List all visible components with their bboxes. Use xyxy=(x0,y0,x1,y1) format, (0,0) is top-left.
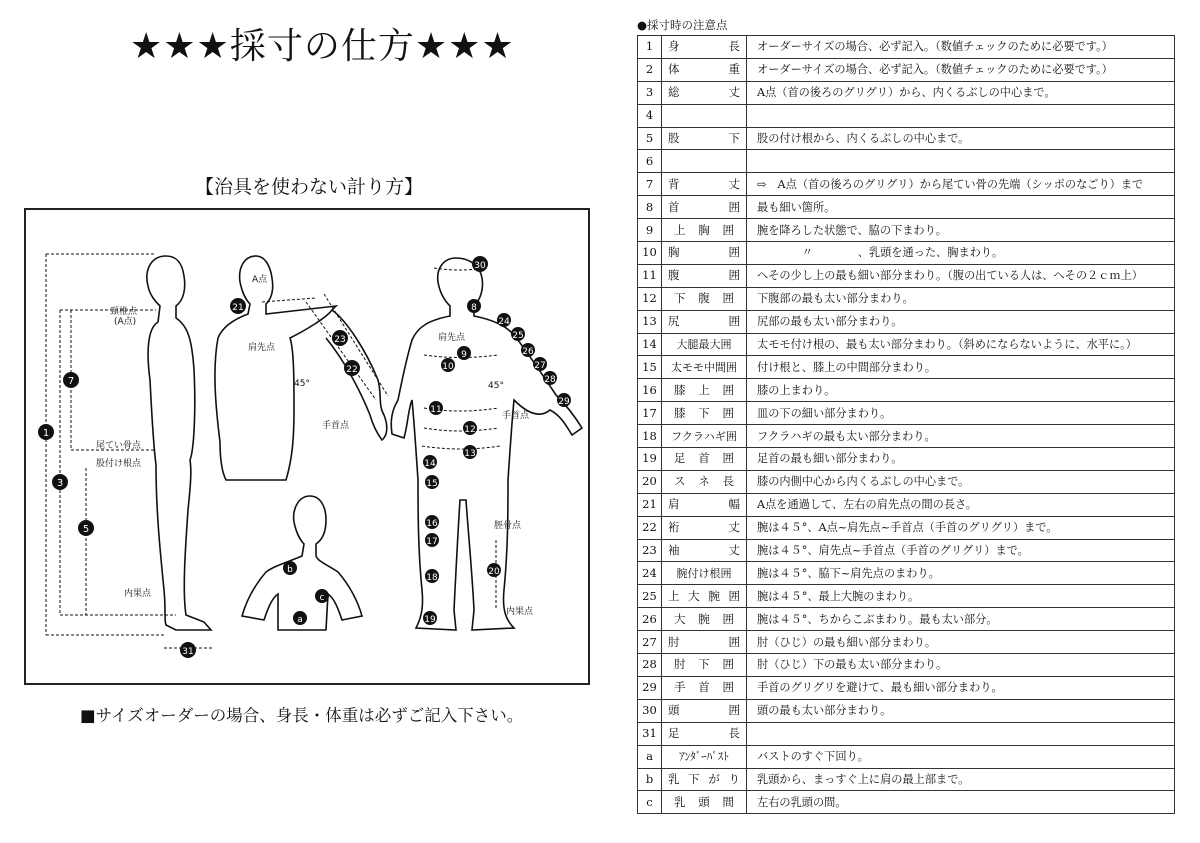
table-row xyxy=(638,745,1175,768)
svg-text:16: 16 xyxy=(426,519,438,529)
row-number: 6 xyxy=(638,150,662,173)
row-item xyxy=(662,791,747,814)
row-number: 25 xyxy=(638,585,662,608)
svg-text:24: 24 xyxy=(498,317,510,327)
row-number: 29 xyxy=(638,676,662,699)
row-description: 腕を降ろした状態で、脇の下まわり。 xyxy=(747,219,1175,242)
row-item xyxy=(662,516,747,539)
table-row xyxy=(638,402,1175,425)
measurement-table xyxy=(637,35,1175,814)
row-item xyxy=(662,722,747,745)
row-description: 太モモ付け根の、最も太い部分まわり。（斜めにならないように、水平に。） xyxy=(747,333,1175,356)
row-item-label: 肩幅 xyxy=(668,497,740,512)
svg-text:c: c xyxy=(319,593,325,603)
row-item-label: スネ長 xyxy=(674,474,734,489)
row-item xyxy=(662,608,747,631)
row-item-label: 袖丈 xyxy=(668,543,740,558)
row-description: 尻部の最も太い部分まわり。 xyxy=(747,310,1175,333)
row-item-label: 腕付け根囲 xyxy=(676,566,732,580)
row-item-label: 乳頭間 xyxy=(674,794,734,809)
row-number: 27 xyxy=(638,631,662,654)
row-item-label: 大腕囲 xyxy=(674,611,734,626)
row-description: 腕は４５°、最上大腕のまわり。 xyxy=(747,585,1175,608)
table-row xyxy=(638,81,1175,104)
row-number: c xyxy=(638,791,662,814)
row-item-label: 胸囲 xyxy=(668,245,740,260)
table-row xyxy=(638,219,1175,242)
row-number: 21 xyxy=(638,493,662,516)
table-heading: ●採寸時の注意点 xyxy=(637,18,728,32)
label-inner-ankle-front: 内果点 xyxy=(506,607,534,617)
row-item xyxy=(662,127,747,150)
row-item-label: 足長 xyxy=(668,726,740,741)
row-description: 乳頭から、まっすぐ上に肩の最上部まで。 xyxy=(747,768,1175,791)
row-number: 4 xyxy=(638,104,662,127)
label-inner-ankle-side: 内果点 xyxy=(124,589,152,599)
table-row xyxy=(638,448,1175,471)
table-row xyxy=(638,699,1175,722)
row-item xyxy=(662,654,747,677)
row-description: 膝の内側中心から内くるぶしの中心まで。 xyxy=(747,470,1175,493)
row-item xyxy=(662,36,747,59)
table-row xyxy=(638,470,1175,493)
side-body-outline xyxy=(147,256,211,630)
row-description: へその少し上の最も細い部分まわり。（腹の出ている人は、へその２ｃｍ上） xyxy=(747,264,1175,287)
row-item-label: 裄丈 xyxy=(668,520,740,535)
row-number: 18 xyxy=(638,425,662,448)
row-item xyxy=(662,448,747,471)
table-row xyxy=(638,676,1175,699)
row-item-label: フクラハギ囲 xyxy=(671,429,737,443)
table-row xyxy=(638,425,1175,448)
label-a-point: A点 xyxy=(252,275,268,285)
svg-text:20: 20 xyxy=(488,567,500,577)
svg-text:14: 14 xyxy=(424,459,436,469)
table-row xyxy=(638,287,1175,310)
row-number: 5 xyxy=(638,127,662,150)
svg-text:12: 12 xyxy=(464,425,476,435)
svg-text:15: 15 xyxy=(426,479,438,489)
row-item xyxy=(662,631,747,654)
row-description: 下腹部の最も太い部分まわり。 xyxy=(747,287,1175,310)
row-description: 頭の最も太い部分まわり。 xyxy=(747,699,1175,722)
page-title: ★★★採寸の仕方★★★ xyxy=(130,26,515,67)
row-item xyxy=(662,585,747,608)
svg-text:28: 28 xyxy=(544,375,556,385)
svg-text:1: 1 xyxy=(42,428,50,439)
table-row xyxy=(638,722,1175,745)
row-description: バストのすぐ下回り。 xyxy=(747,745,1175,768)
table-row xyxy=(638,356,1175,379)
row-number: 19 xyxy=(638,448,662,471)
row-item-label: 首囲 xyxy=(668,199,740,214)
row-item xyxy=(662,310,747,333)
label-crotch: 股付け根点 xyxy=(96,459,142,469)
row-item-label: 上胸囲 xyxy=(674,222,734,237)
row-item-label: 膝下囲 xyxy=(674,405,734,420)
row-item xyxy=(662,402,747,425)
row-number: 8 xyxy=(638,196,662,219)
row-item xyxy=(662,768,747,791)
label-tailbone: 尾てい骨点 xyxy=(96,441,142,451)
svg-text:23: 23 xyxy=(334,335,346,345)
row-number: b xyxy=(638,768,662,791)
table-row xyxy=(638,516,1175,539)
row-description: 肘（ひじ）下の最も太い部分まわり。 xyxy=(747,654,1175,677)
row-number: 23 xyxy=(638,539,662,562)
table-row xyxy=(638,196,1175,219)
row-description xyxy=(747,722,1175,745)
svg-text:18: 18 xyxy=(426,573,438,583)
svg-text:22: 22 xyxy=(346,365,358,375)
row-number: 16 xyxy=(638,379,662,402)
row-description: オーダーサイズの場合、必ず記入。（数値チェックのために必要です。） xyxy=(747,58,1175,81)
row-description: 足首の最も細い部分まわり。 xyxy=(747,448,1175,471)
row-item-label: 膝上囲 xyxy=(674,382,734,397)
svg-text:a: a xyxy=(297,615,303,625)
row-item xyxy=(662,242,747,265)
row-item xyxy=(662,379,747,402)
table-row xyxy=(638,36,1175,59)
table-row xyxy=(638,264,1175,287)
row-description: 腕は４５°、ちからこぶまわり。最も太い部分。 xyxy=(747,608,1175,631)
row-item xyxy=(662,173,747,196)
table-row xyxy=(638,242,1175,265)
svg-text:27: 27 xyxy=(534,361,546,371)
row-number: 17 xyxy=(638,402,662,425)
row-item-label: 上大腕囲 xyxy=(668,588,740,603)
row-item xyxy=(662,150,747,173)
svg-text:7: 7 xyxy=(67,376,75,387)
svg-text:19: 19 xyxy=(424,615,436,625)
row-item xyxy=(662,81,747,104)
label-neck-point-sub: (A点) xyxy=(114,317,137,327)
row-description: ⇨ A点（首の後ろのグリグリ）から尾てい骨の先端（シッポのなごり）まで xyxy=(747,173,1175,196)
row-item-label: 尻囲 xyxy=(668,314,740,329)
row-item-label: 身長 xyxy=(668,39,740,54)
label-wrist-front: 手首点 xyxy=(502,411,530,421)
table-row xyxy=(638,127,1175,150)
body-diagram xyxy=(26,210,592,687)
row-item xyxy=(662,287,747,310)
row-number: 1 xyxy=(638,36,662,59)
row-item-label: 乳下がり xyxy=(668,771,740,786)
row-item xyxy=(662,58,747,81)
row-description: オーダーサイズの場合、必ず記入。（数値チェックのために必要です。） xyxy=(747,36,1175,59)
row-number: 9 xyxy=(638,219,662,242)
table-row xyxy=(638,104,1175,127)
label-knee-cap: 脛骨点 xyxy=(494,521,522,531)
section-subtitle: 【治具を使わない計り方】 xyxy=(195,176,424,198)
front-body-outline xyxy=(391,258,582,630)
table-row xyxy=(638,608,1175,631)
table-row xyxy=(638,768,1175,791)
row-item-label: 総丈 xyxy=(668,85,740,100)
row-description: 腕は４５°、A点~肩先点~手首点（手首のグリグリ）まで。 xyxy=(747,516,1175,539)
row-description: 最も細い箇所。 xyxy=(747,196,1175,219)
row-item xyxy=(662,745,747,768)
row-number: 2 xyxy=(638,58,662,81)
bust-outline xyxy=(242,496,362,630)
row-description xyxy=(747,104,1175,127)
row-item-label: 足首囲 xyxy=(674,451,734,466)
row-number: 20 xyxy=(638,470,662,493)
row-item-label: 腹囲 xyxy=(668,268,740,283)
row-item xyxy=(662,493,747,516)
row-description: 腕は４５°、脇下~肩先点のまわり。 xyxy=(747,562,1175,585)
svg-text:3: 3 xyxy=(56,478,64,489)
row-number: 26 xyxy=(638,608,662,631)
table-row xyxy=(638,493,1175,516)
row-description: 左右の乳頭の間。 xyxy=(747,791,1175,814)
row-description: 肘（ひじ）の最も細い部分まわり。 xyxy=(747,631,1175,654)
row-item xyxy=(662,676,747,699)
table-row xyxy=(638,333,1175,356)
row-number: 13 xyxy=(638,310,662,333)
table-row xyxy=(638,173,1175,196)
row-number: 10 xyxy=(638,242,662,265)
table-row xyxy=(638,150,1175,173)
row-item-label: 肘下囲 xyxy=(674,657,734,672)
svg-text:21: 21 xyxy=(232,303,244,313)
row-description: 膝の上まわり。 xyxy=(747,379,1175,402)
row-item-label: 大腿最大囲 xyxy=(676,338,732,352)
row-item xyxy=(662,562,747,585)
table-row xyxy=(638,654,1175,677)
svg-text:13: 13 xyxy=(464,449,476,459)
svg-text:11: 11 xyxy=(430,405,442,415)
svg-text:30: 30 xyxy=(474,261,486,271)
row-item xyxy=(662,356,747,379)
svg-text:5: 5 xyxy=(82,524,90,535)
row-description: 手首のグリグリを避けて、最も細い部分まわり。 xyxy=(747,676,1175,699)
back-body-outline xyxy=(215,256,336,480)
svg-text:29: 29 xyxy=(558,397,570,407)
row-item-label: 頭囲 xyxy=(668,703,740,718)
row-description: 腕は４５°、肩先点~手首点（手首のグリグリ）まで。 xyxy=(747,539,1175,562)
row-number: 3 xyxy=(638,81,662,104)
svg-text:8: 8 xyxy=(471,303,477,313)
row-number: 14 xyxy=(638,333,662,356)
row-item xyxy=(662,539,747,562)
row-number: 24 xyxy=(638,562,662,585)
row-number: 7 xyxy=(638,173,662,196)
svg-text:17: 17 xyxy=(426,537,438,547)
label-angle-back: 45° xyxy=(294,379,310,389)
row-description: フクラハギの最も太い部分まわり。 xyxy=(747,425,1175,448)
row-item-label: 手首囲 xyxy=(674,680,734,695)
row-number: 31 xyxy=(638,722,662,745)
row-description: 皿の下の細い部分まわり。 xyxy=(747,402,1175,425)
row-item xyxy=(662,470,747,493)
row-number: a xyxy=(638,745,662,768)
table-row xyxy=(638,539,1175,562)
row-description: 股の付け根から、内くるぶしの中心まで。 xyxy=(747,127,1175,150)
row-number: 11 xyxy=(638,264,662,287)
svg-text:25: 25 xyxy=(512,331,524,341)
row-item-label: 体重 xyxy=(668,62,740,77)
row-item xyxy=(662,264,747,287)
row-description: A点（首の後ろのグリグリ）から、内くるぶしの中心まで。 xyxy=(747,81,1175,104)
label-neck-point: 頸椎点 xyxy=(110,307,138,317)
row-number: 15 xyxy=(638,356,662,379)
svg-text:31: 31 xyxy=(182,647,194,657)
table-row xyxy=(638,562,1175,585)
row-number: 30 xyxy=(638,699,662,722)
row-item xyxy=(662,219,747,242)
svg-text:26: 26 xyxy=(522,347,534,357)
footer-note: ■サイズオーダーの場合、身長・体重は必ずご記入下さい。 xyxy=(80,706,524,725)
row-item xyxy=(662,425,747,448)
table-row xyxy=(638,631,1175,654)
row-item-label: ｱﾝﾀﾞｰﾊﾞｽﾄ xyxy=(679,750,729,764)
svg-text:10: 10 xyxy=(442,362,454,372)
table-row xyxy=(638,310,1175,333)
row-item xyxy=(662,104,747,127)
row-number: 22 xyxy=(638,516,662,539)
label-wrist-back: 手首点 xyxy=(322,421,350,431)
row-item-label: 肘囲 xyxy=(668,634,740,649)
notes-panel xyxy=(637,16,1177,814)
row-number: 28 xyxy=(638,654,662,677)
label-shoulder-point-front: 肩先点 xyxy=(438,333,466,343)
row-description: 付け根と、膝上の中間部分まわり。 xyxy=(747,356,1175,379)
row-item xyxy=(662,196,747,219)
row-description xyxy=(747,150,1175,173)
svg-text:b: b xyxy=(287,565,293,575)
row-item xyxy=(662,699,747,722)
row-item-label: 股下 xyxy=(668,131,740,145)
row-item-label: 背丈 xyxy=(668,176,740,191)
measurement-figure xyxy=(24,208,590,685)
table-row xyxy=(638,58,1175,81)
row-number: 12 xyxy=(638,287,662,310)
label-angle-front: 45° xyxy=(488,381,504,391)
label-shoulder-point-back: 肩先点 xyxy=(248,343,276,353)
row-item xyxy=(662,333,747,356)
row-description: 〃 、乳頭を通った、胸まわり。 xyxy=(747,242,1175,265)
row-item-label: 下腹囲 xyxy=(674,291,734,306)
table-row xyxy=(638,791,1175,814)
svg-text:9: 9 xyxy=(461,350,467,360)
table-row xyxy=(638,585,1175,608)
row-item-label: 太モモ中間囲 xyxy=(671,360,737,374)
row-description: A点を通過して、左右の肩先点の間の長さ。 xyxy=(747,493,1175,516)
table-row xyxy=(638,379,1175,402)
